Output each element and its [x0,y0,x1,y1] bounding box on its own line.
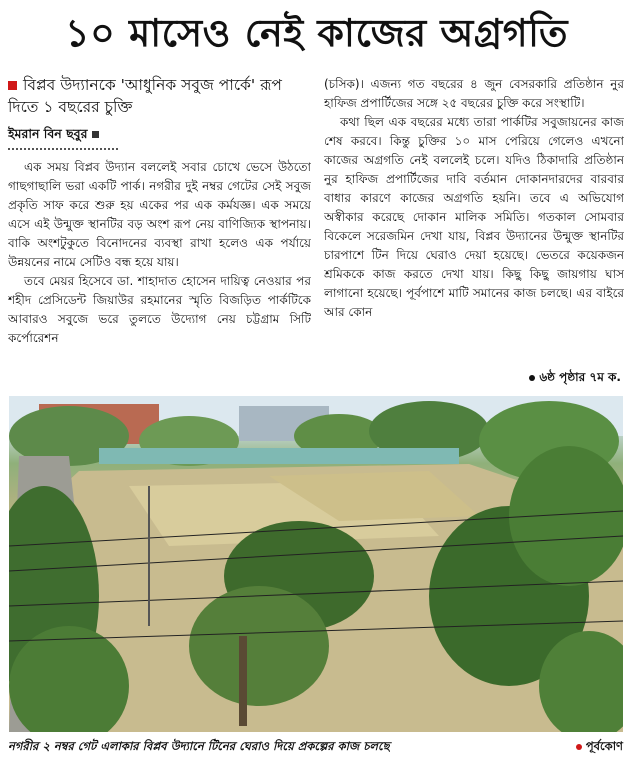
paragraph: (চসিক)। এজন্য গত বছরের ৪ জুন বেসরকারি প্রতিষ্ঠান নুর হাফিজ প্রপার্টিজের সঙ্গে ২৫ বছরের চুক্তি করে সংস্থাটি। [324,77,624,110]
news-photo [9,396,623,732]
paragraph: এক সময় বিপ্লব উদ্যান বললেই সবার চোখে ভেসে উঠতো গাছগাছালি ভরা একটি পার্ক। নগরীর দুই নম্বর গেটের সেই সবুজ প্রকৃতি সাফ করে শুরু হয় একের পর এক কর্মযজ্ঞ। এক সময়ে এসে এই উন্মুক্ত স্থানটির বড় অংশ রূপ নেয় বাণিজ্যিক স্থাপনায়। বাকি অংশটুকুতে বিনোদনের ব্যবস্থা রাখা হলেও এক পর্যায়ে উন্নয়নের নামে সেটিও বন্ধ হয়ে যায়। [8,160,311,269]
paragraph: তবে মেয়র হিসেবে ডা. শাহাদাত হোসেন দায়িত্ব নেওয়ার পর শহীদ প্রেসিডেন্ট জিয়াউর রহমানের স্মৃতি বিজড়িত পার্কটিকে আবারও সবুজে ভরে তুলতে উদ্যোগ নেয় চট্টগ্রাম সিটি কর্পোরেশন [8,274,311,345]
subheadline [8,74,312,118]
continuation-note [529,369,621,389]
author-name: ইমরান বিন ছবুর [8,126,88,141]
headline: ১০ মাসেও নেই কাজের অগ্রগতি [64,10,569,55]
article-column-right [324,75,624,365]
park-photo-illustration [9,396,623,732]
article-column-left [8,158,311,384]
subheadline-text: বিপ্লব উদ্যানকে 'আধুনিক সবুজ পার্কে' রূপ দিতে ১ বছরের চুক্তি [8,76,282,116]
credit-text: পূর্বকোণ [585,739,623,753]
dotted-divider [8,148,118,150]
continuation-text: ৬ষ্ঠ পৃষ্ঠার ৭ম ক. [539,370,621,384]
red-square-bullet-icon [8,81,17,90]
red-dot-icon [576,744,582,750]
photo-credit [576,738,623,757]
byline [8,126,99,146]
bullet-dot-icon [529,375,535,381]
photo-caption: নগরীর ২ নম্বর গেট এলাকার বিপ্লব উদ্যানে টিনের ঘেরাও দিয়ে প্রকল্পের কাজ চলছে [8,739,390,753]
paragraph: কথা ছিল এক বছরের মধ্যে তারা পার্কটির সবুজায়নের কাজ শেষ করবে। কিন্তু চুক্তির ১০ মাস পেরিয়ে গেলেও এখনো কাজের অগ্রগতি নেই বললেই চলে। যদিও ঠিকাদারি প্রতিষ্ঠান নুর হাফিজ প্রপার্টিজের দাবি বর্তমান দোকানদারদের বারবার বাধার কারণে কাজের অগ্রগতি হয়নি। তবে এ অভিযোগ অস্বীকার করেছে দোকান মালিক সমিতি। গতকাল সোমবার বিকেলে সরেজমিন দেখা যায়, বিপ্লব উদ্যানের উন্মুক্ত স্থানটির চারপাশে টিন দিয়ে ঘেরাও দেয়া হয়েছে। ভেতরে কয়েকজন শ্রমিককে কাজ করতে দেখা যায়। কিছু কিছু জায়গায় ঘাস লাগানো হয়েছে। পূর্বপাশে মাটি সমানের কাজ চলছে। এর বাইরে আর কোন [324,115,624,319]
square-bullet-icon [92,131,99,138]
